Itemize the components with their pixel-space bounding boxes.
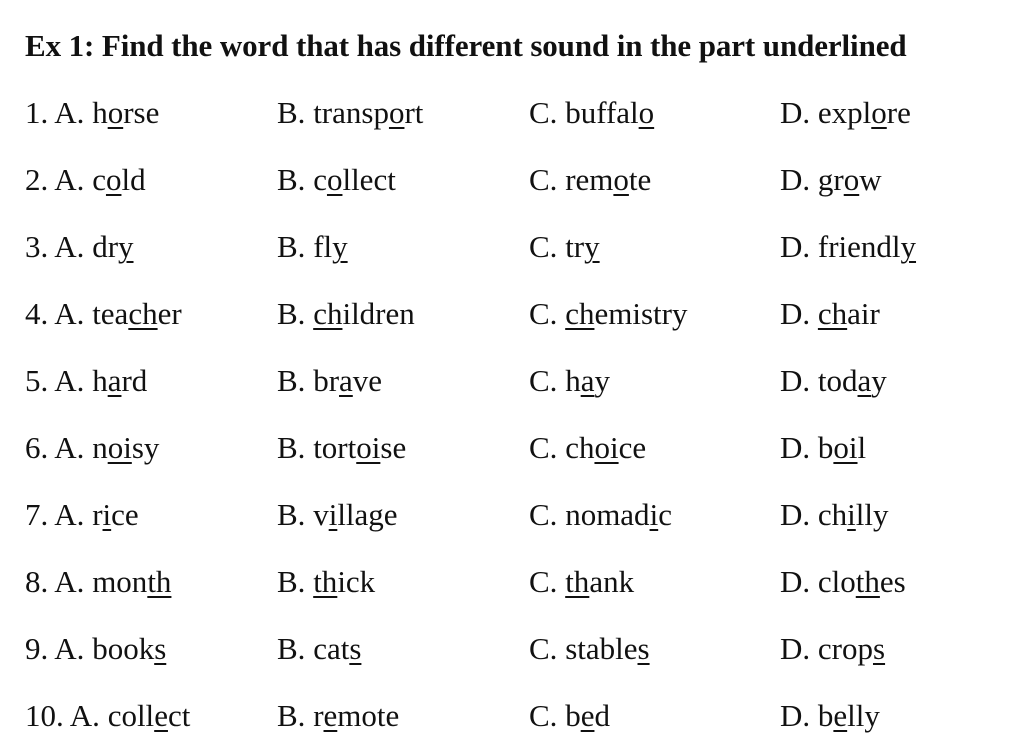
answer-option-d bbox=[780, 359, 887, 403]
option-letter: A. bbox=[54, 162, 85, 197]
option-letter: A. bbox=[54, 430, 85, 465]
question-row bbox=[0, 493, 1024, 537]
option-letter: A. bbox=[54, 229, 85, 264]
option-letter: A. bbox=[54, 631, 85, 666]
underlined-part: i bbox=[649, 497, 659, 532]
option-letter: A. bbox=[54, 296, 85, 331]
question-row bbox=[0, 158, 1024, 202]
answer-option-a bbox=[25, 359, 147, 403]
word-suffix: sy bbox=[131, 430, 160, 465]
word-prefix: rem bbox=[565, 162, 614, 197]
option-letter: C. bbox=[529, 430, 558, 465]
underlined-part: o bbox=[843, 162, 860, 197]
underlined-part: e bbox=[154, 698, 168, 733]
option-letter: D. bbox=[780, 497, 811, 532]
question-number: 4. bbox=[25, 296, 49, 331]
option-letter: C. bbox=[529, 162, 558, 197]
word-suffix: ce bbox=[618, 430, 647, 465]
underlined-part: a bbox=[107, 363, 122, 398]
word-prefix: clo bbox=[817, 564, 856, 599]
answer-option-a bbox=[25, 91, 159, 135]
answer-option-b bbox=[277, 426, 406, 470]
word-suffix: er bbox=[157, 296, 182, 331]
word-suffix: c bbox=[658, 497, 672, 532]
underlined-part: oi bbox=[356, 430, 381, 465]
underlined-part: s bbox=[349, 631, 362, 666]
answer-option-b bbox=[277, 91, 423, 135]
word-prefix: gr bbox=[817, 162, 844, 197]
word-prefix: v bbox=[313, 497, 329, 532]
word-prefix: dr bbox=[92, 229, 119, 264]
answer-option-d bbox=[780, 493, 889, 537]
answer-option-c bbox=[529, 560, 634, 604]
option-letter: B. bbox=[277, 95, 306, 130]
word-prefix: tort bbox=[313, 430, 357, 465]
answer-option-b bbox=[277, 292, 415, 336]
underlined-part: o bbox=[613, 162, 629, 197]
answer-option-c bbox=[529, 694, 610, 738]
word-prefix: b bbox=[565, 698, 581, 733]
exercise-title: Ex 1: Find the word that has different sound in the part underlined bbox=[25, 28, 907, 63]
option-letter: B. bbox=[277, 430, 306, 465]
option-letter: D. bbox=[780, 631, 811, 666]
underlined-part: th bbox=[313, 564, 338, 599]
word-suffix: air bbox=[847, 296, 880, 331]
word-prefix: nomad bbox=[565, 497, 650, 532]
answer-option-d bbox=[780, 560, 906, 604]
word-suffix: re bbox=[886, 95, 911, 130]
answer-option-a bbox=[25, 560, 171, 604]
word-prefix: fl bbox=[313, 229, 333, 264]
underlined-part: ch bbox=[313, 296, 343, 331]
word-prefix: h bbox=[92, 95, 108, 130]
answer-option-a bbox=[25, 694, 190, 738]
answer-option-d bbox=[780, 292, 880, 336]
answer-option-b bbox=[277, 560, 375, 604]
word-suffix: rse bbox=[123, 95, 160, 130]
answer-option-d bbox=[780, 225, 916, 269]
option-letter: D. bbox=[780, 229, 811, 264]
underlined-part: i bbox=[847, 497, 856, 532]
answer-option-b bbox=[277, 158, 396, 202]
word-prefix: cat bbox=[313, 631, 350, 666]
underlined-part: oi bbox=[107, 430, 132, 465]
word-suffix: ld bbox=[121, 162, 146, 197]
word-suffix: llect bbox=[342, 162, 396, 197]
answer-option-d bbox=[780, 694, 880, 738]
option-letter: C. bbox=[529, 95, 558, 130]
word-prefix: c bbox=[92, 162, 106, 197]
word-suffix: mote bbox=[337, 698, 400, 733]
word-prefix: buffal bbox=[565, 95, 639, 130]
underlined-part: e bbox=[323, 698, 338, 733]
answer-option-b bbox=[277, 694, 399, 738]
option-letter: C. bbox=[529, 229, 558, 264]
word-prefix: coll bbox=[107, 698, 155, 733]
underlined-part: a bbox=[580, 363, 595, 398]
option-letter: D. bbox=[780, 162, 811, 197]
word-prefix: c bbox=[313, 162, 327, 197]
option-letter: A. bbox=[54, 564, 85, 599]
option-letter: A. bbox=[54, 363, 85, 398]
option-letter: A. bbox=[54, 95, 85, 130]
word-prefix: n bbox=[92, 430, 108, 465]
word-prefix: friendl bbox=[817, 229, 901, 264]
answer-option-b bbox=[277, 627, 361, 671]
option-letter: D. bbox=[780, 698, 811, 733]
word-suffix: es bbox=[879, 564, 906, 599]
question-number: 7. bbox=[25, 497, 49, 532]
underlined-part: o bbox=[326, 162, 343, 197]
question-row bbox=[0, 91, 1024, 135]
option-letter: A. bbox=[69, 698, 100, 733]
option-letter: A. bbox=[54, 497, 85, 532]
underlined-part: i bbox=[102, 497, 112, 532]
word-suffix: rt bbox=[404, 95, 424, 130]
underlined-part: ch bbox=[565, 296, 595, 331]
answer-option-c bbox=[529, 292, 687, 336]
word-suffix: llage bbox=[337, 497, 398, 532]
option-letter: C. bbox=[529, 564, 558, 599]
word-suffix: ank bbox=[589, 564, 635, 599]
question-row bbox=[0, 292, 1024, 336]
word-suffix: emistry bbox=[594, 296, 688, 331]
question-row bbox=[0, 359, 1024, 403]
answer-option-d bbox=[780, 158, 882, 202]
word-suffix: te bbox=[628, 162, 652, 197]
word-prefix: tr bbox=[565, 229, 585, 264]
answer-option-b bbox=[277, 493, 398, 537]
answer-option-a bbox=[25, 225, 134, 269]
answer-option-c bbox=[529, 627, 650, 671]
word-prefix: book bbox=[92, 631, 155, 666]
underlined-part: a bbox=[857, 363, 872, 398]
option-letter: B. bbox=[277, 564, 306, 599]
answer-option-c bbox=[529, 359, 610, 403]
word-prefix: expl bbox=[817, 95, 872, 130]
word-prefix: stable bbox=[565, 631, 638, 666]
option-letter: C. bbox=[529, 296, 558, 331]
underlined-part: oi bbox=[833, 430, 858, 465]
underlined-part: ch bbox=[128, 296, 158, 331]
underlined-part: s bbox=[154, 631, 167, 666]
word-suffix: y bbox=[871, 363, 887, 398]
word-prefix: tea bbox=[92, 296, 129, 331]
question-number: 5. bbox=[25, 363, 49, 398]
answer-option-d bbox=[780, 91, 911, 135]
option-letter: B. bbox=[277, 698, 306, 733]
underlined-part: oi bbox=[594, 430, 619, 465]
answer-option-a bbox=[25, 493, 139, 537]
answer-option-d bbox=[780, 627, 885, 671]
word-prefix: h bbox=[92, 363, 108, 398]
underlined-part: ch bbox=[817, 296, 848, 331]
word-prefix: ch bbox=[817, 497, 848, 532]
option-letter: D. bbox=[780, 564, 811, 599]
word-suffix: lly bbox=[855, 497, 889, 532]
answer-option-c bbox=[529, 493, 672, 537]
question-number: 3. bbox=[25, 229, 49, 264]
question-number: 8. bbox=[25, 564, 49, 599]
word-suffix: rd bbox=[121, 363, 148, 398]
option-letter: B. bbox=[277, 363, 306, 398]
question-number: 2. bbox=[25, 162, 49, 197]
word-suffix: se bbox=[380, 430, 407, 465]
underlined-part: y bbox=[332, 229, 348, 264]
option-letter: D. bbox=[780, 430, 811, 465]
underlined-part: o bbox=[388, 95, 405, 130]
question-number: 10. bbox=[25, 698, 64, 733]
question-row bbox=[0, 694, 1024, 738]
option-letter: B. bbox=[277, 631, 306, 666]
option-letter: D. bbox=[780, 296, 811, 331]
word-suffix: w bbox=[859, 162, 882, 197]
word-suffix: ce bbox=[111, 497, 139, 532]
underlined-part: o bbox=[105, 162, 122, 197]
underlined-part: th bbox=[565, 564, 590, 599]
answer-option-c bbox=[529, 158, 651, 202]
option-letter: C. bbox=[529, 631, 558, 666]
option-letter: C. bbox=[529, 363, 558, 398]
underlined-part: y bbox=[118, 229, 134, 264]
word-suffix: lly bbox=[847, 698, 880, 733]
word-prefix: b bbox=[817, 430, 834, 465]
underlined-part: th bbox=[147, 564, 172, 599]
word-suffix: y bbox=[594, 363, 610, 398]
option-letter: D. bbox=[780, 95, 811, 130]
question-number: 9. bbox=[25, 631, 49, 666]
word-prefix: ch bbox=[565, 430, 595, 465]
word-prefix: r bbox=[313, 698, 324, 733]
underlined-part: e bbox=[580, 698, 595, 733]
option-letter: B. bbox=[277, 162, 306, 197]
answer-option-a bbox=[25, 158, 146, 202]
word-suffix: ve bbox=[352, 363, 383, 398]
answer-option-c bbox=[529, 91, 654, 135]
question-row bbox=[0, 627, 1024, 671]
answer-option-a bbox=[25, 292, 182, 336]
answer-option-d bbox=[780, 426, 866, 470]
option-letter: B. bbox=[277, 296, 306, 331]
word-prefix: b bbox=[817, 698, 834, 733]
option-letter: B. bbox=[277, 229, 306, 264]
answer-option-b bbox=[277, 359, 382, 403]
underlined-part: o bbox=[107, 95, 124, 130]
underlined-part: i bbox=[328, 497, 338, 532]
underlined-part: e bbox=[833, 698, 848, 733]
option-letter: B. bbox=[277, 497, 306, 532]
answer-option-a bbox=[25, 426, 159, 470]
word-prefix: crop bbox=[817, 631, 873, 666]
underlined-part: y bbox=[584, 229, 600, 264]
answer-option-a bbox=[25, 627, 166, 671]
word-suffix: l bbox=[857, 430, 867, 465]
question-number: 6. bbox=[25, 430, 49, 465]
underlined-part: a bbox=[339, 363, 353, 398]
underlined-part: s bbox=[872, 631, 886, 666]
answer-option-c bbox=[529, 426, 646, 470]
word-prefix: mon bbox=[92, 564, 148, 599]
answer-option-b bbox=[277, 225, 348, 269]
word-prefix: r bbox=[92, 497, 103, 532]
question-row bbox=[0, 225, 1024, 269]
answer-option-c bbox=[529, 225, 600, 269]
question-row bbox=[0, 426, 1024, 470]
word-suffix: ick bbox=[337, 564, 376, 599]
underlined-part: y bbox=[900, 229, 917, 264]
underlined-part: s bbox=[637, 631, 650, 666]
word-prefix: br bbox=[313, 363, 340, 398]
word-suffix: d bbox=[594, 698, 610, 733]
underlined-part: th bbox=[855, 564, 880, 599]
question-number: 1. bbox=[25, 95, 49, 130]
underlined-part: o bbox=[638, 95, 655, 130]
option-letter: D. bbox=[780, 363, 811, 398]
underlined-part: o bbox=[871, 95, 887, 130]
option-letter: C. bbox=[529, 698, 558, 733]
word-prefix: h bbox=[565, 363, 581, 398]
option-letter: C. bbox=[529, 497, 558, 532]
word-prefix: transp bbox=[313, 95, 389, 130]
word-prefix: tod bbox=[817, 363, 858, 398]
question-row bbox=[0, 560, 1024, 604]
word-suffix: ct bbox=[167, 698, 191, 733]
word-suffix: ildren bbox=[342, 296, 415, 331]
